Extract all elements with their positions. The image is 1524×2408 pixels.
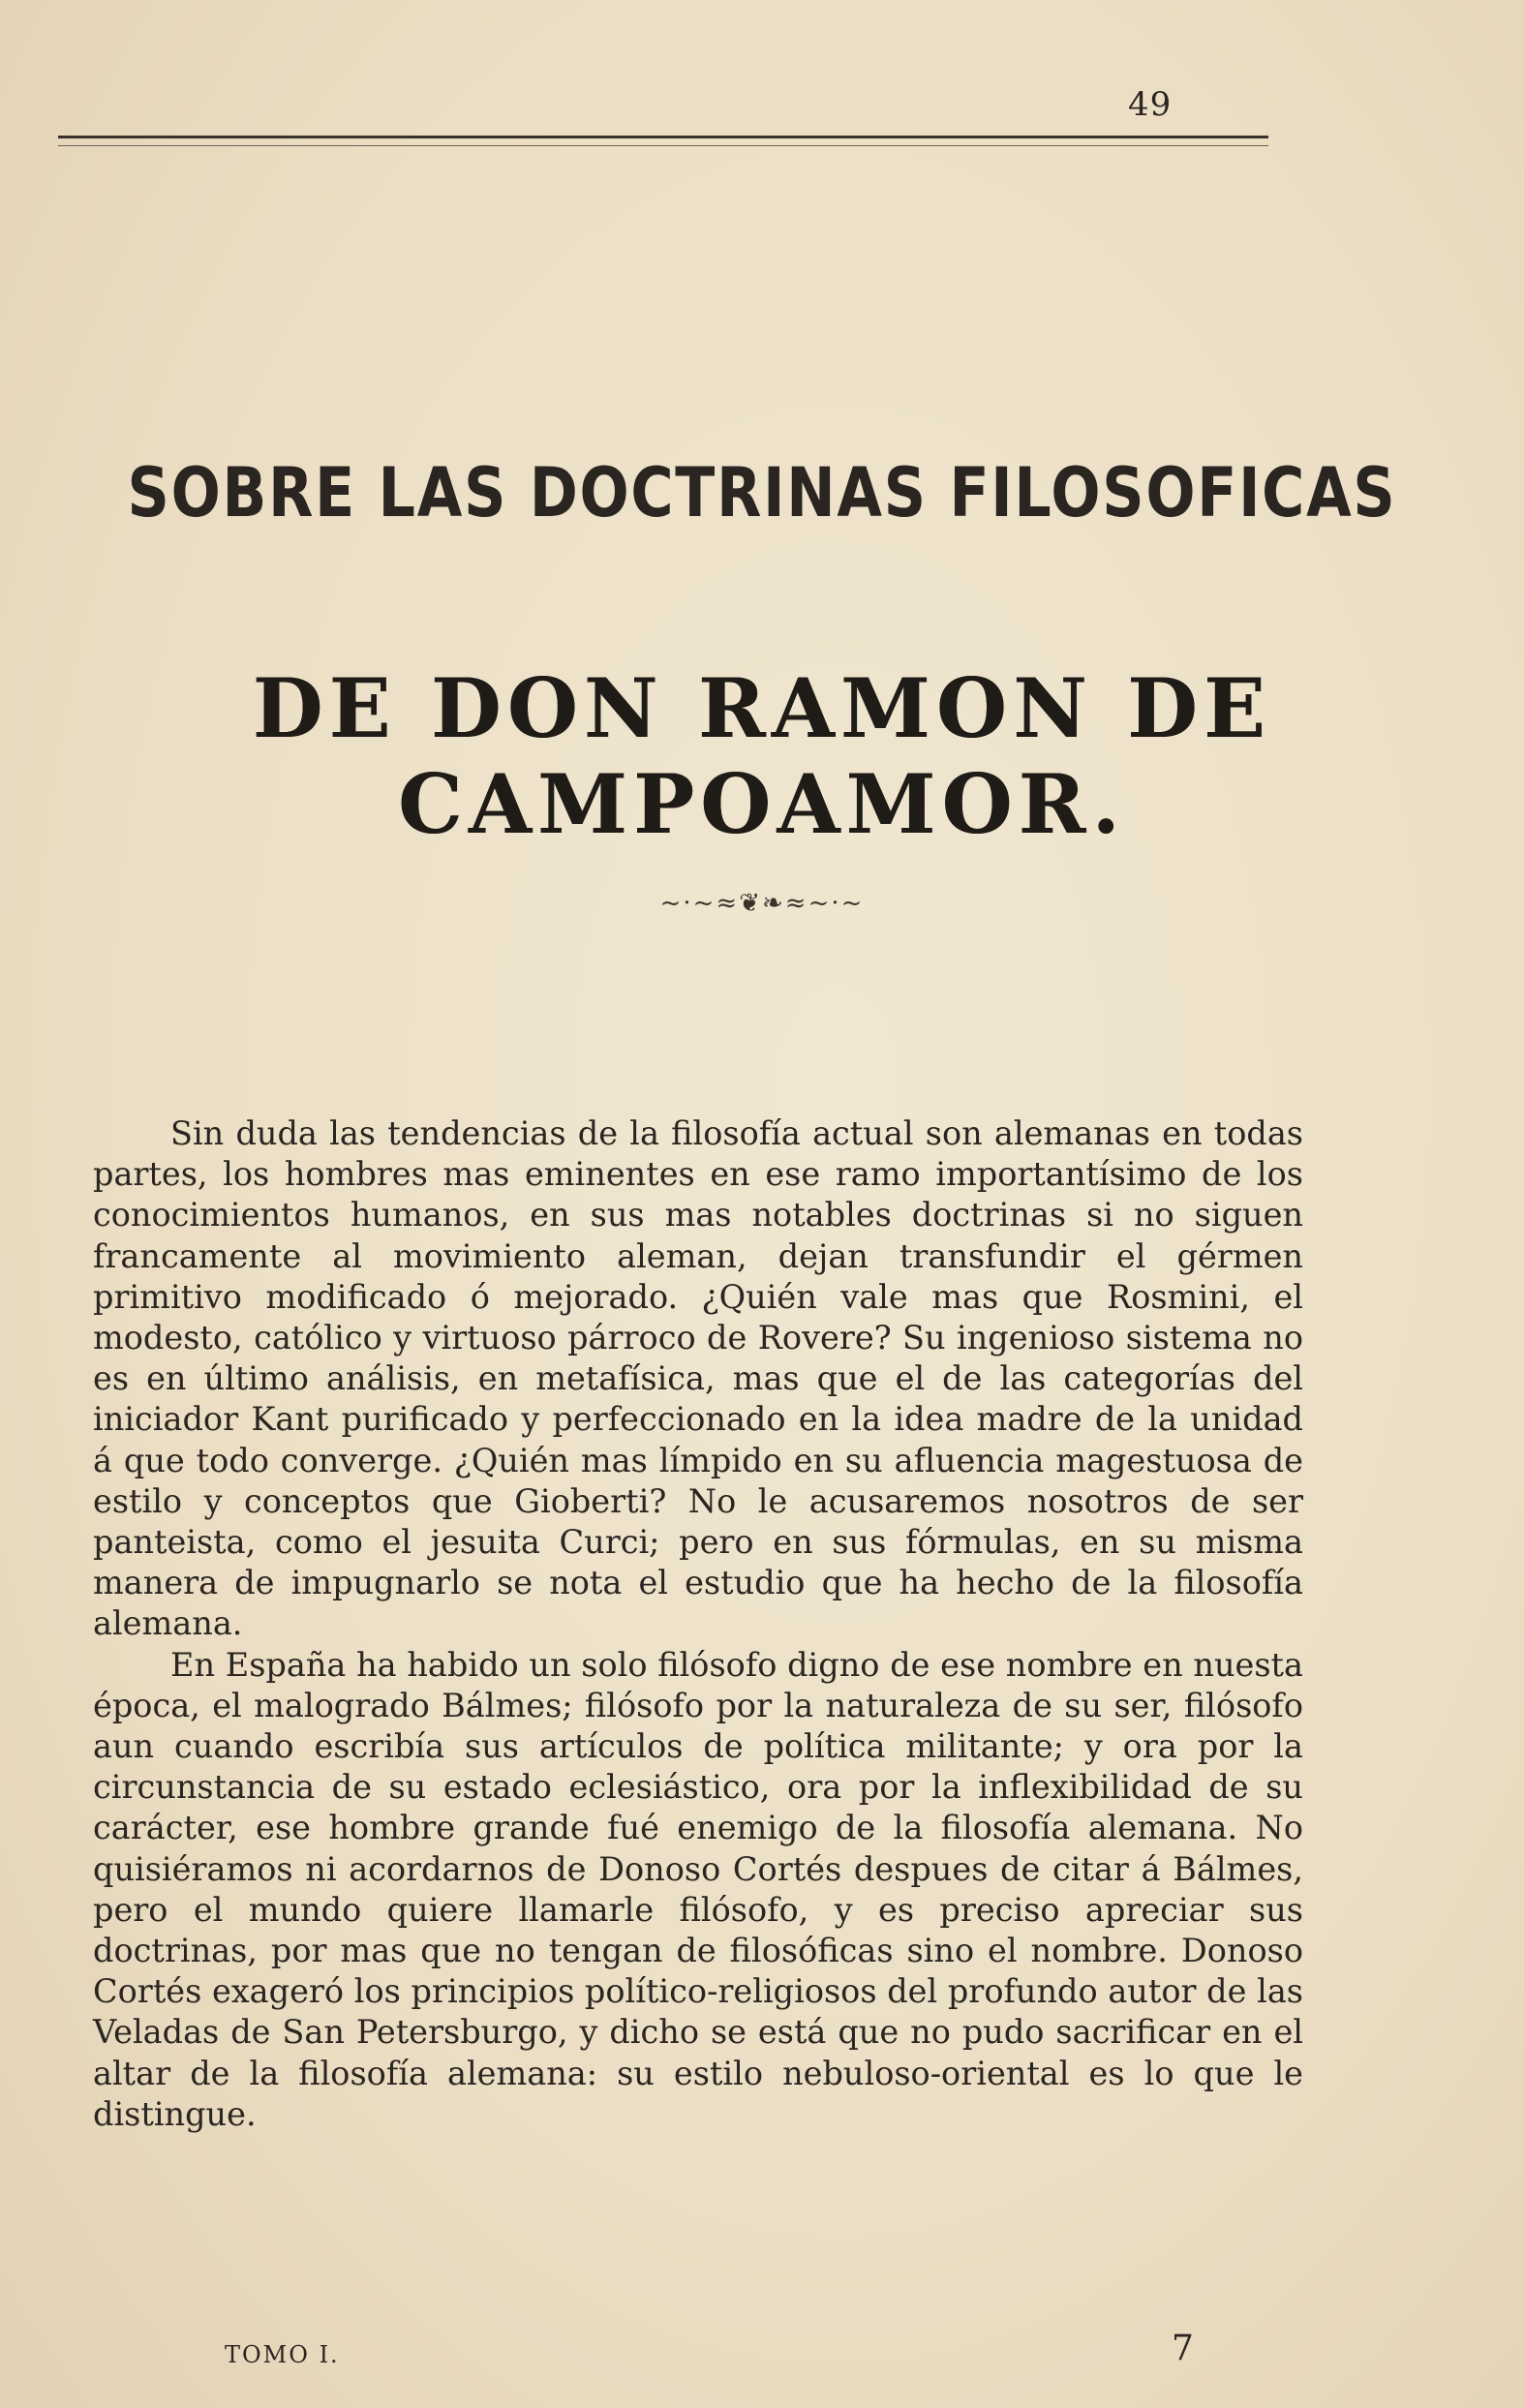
footer-signature: TOMO I. xyxy=(225,2341,340,2368)
header-rule xyxy=(58,136,1268,138)
paragraph-1: Sin duda las tendencias de la filosofía actual son alemanas en todas partes, los hombres mas eminentes en ese ramo importantísimo de los conocimientos humanos, en sus mas notables doctrinas si no siguen francamente al movimiento aleman, dejan transfundir el gérmen primitivo modificado ó mejorado. ¿Quién vale mas que Rosmini, el modesto, católico y virtuoso párroco de Rovere? Su ingenioso sistema no es en último análisis, en metafísica, mas que el de las categorías del iniciador Kant purificado y perfeccionado en la idea madre de la unidad á que todo converge. ¿Quién mas límpido en su afluencia magestuosa de estilo y conceptos que Gioberti? No le acusaremos nosotros de ser panteista, como el jesuita Curci; pero en sus fórmulas, en su misma manera de impugnarlo se nota el estudio que ha hecho de la filosofía alemana. xyxy=(93,1114,1303,1643)
ornament-divider: ~·~≈❦❧≈~·~ xyxy=(659,889,865,918)
article-body xyxy=(93,1113,1303,2135)
footer-signature-number: 7 xyxy=(1172,2329,1194,2368)
article-title-line-2: DE DON RAMON DE CAMPOAMOR. xyxy=(252,660,1272,852)
paragraph-2: En España ha habido un solo filósofo digno de ese nombre en nuesta época, el malogrado Bálmes; filósofo por la naturaleza de su ser, filósofo aun cuando escribía sus artículos de política militante; y ora por la circunstancia de su estado eclesiástico, ora por la inflexibilidad de su carácter, ese hombre grande fué enemigo de la filosofía alemana. No quisiéramos ni acordarnos de Donoso Cortés despues de citar á Bálmes, pero el mundo quiere llamarle filósofo, y es preciso apreciar sus doctrinas, por mas que no tengan de filosóficas sino el nombre. Donoso Cortés exageró los principios político-religiosos del profundo autor de las Veladas de San Petersburgo, y dicho se está que no pudo sacrificar en el altar de la filosofía alemana: su estilo nebuloso-oriental es lo que le distingue. xyxy=(93,1645,1303,2133)
article-title-line-1: SOBRE LAS DOCTRINAS FILOSOFICAS xyxy=(127,453,1397,533)
page-number: 49 xyxy=(1128,85,1173,124)
header-rule-thin xyxy=(58,145,1268,146)
